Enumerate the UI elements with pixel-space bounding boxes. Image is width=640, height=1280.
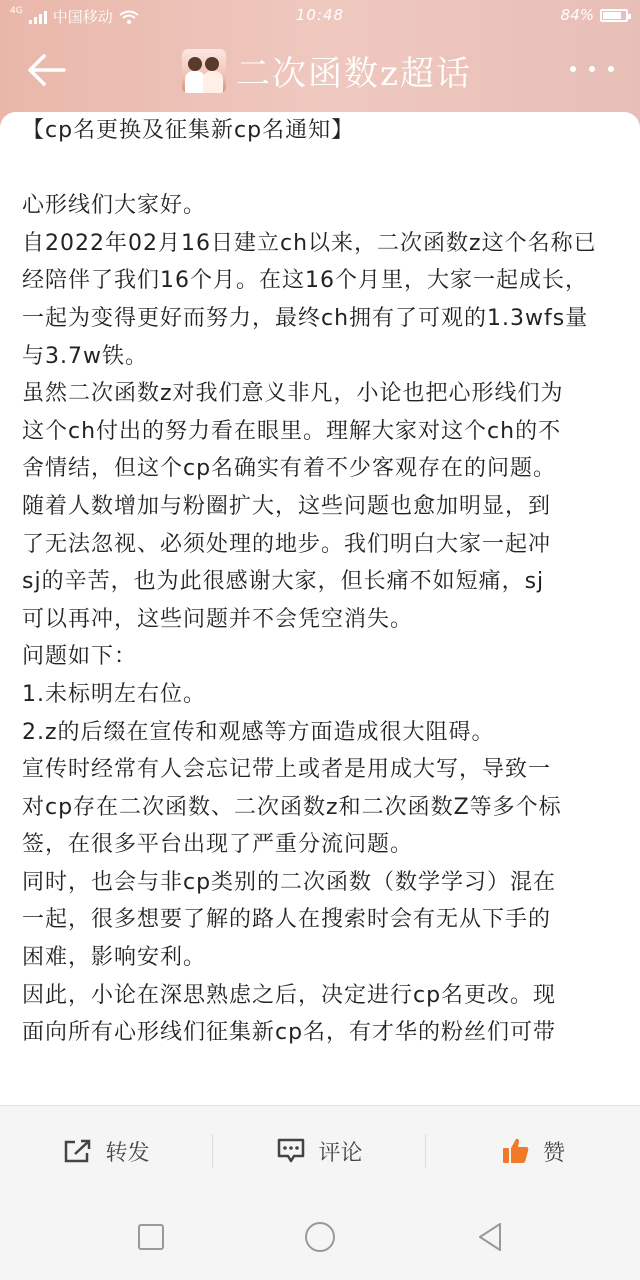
battery-percent: 84% (560, 6, 594, 24)
nav-bar (0, 38, 640, 102)
repost-button[interactable] (0, 1106, 213, 1196)
thumbs-up-icon (501, 1136, 531, 1166)
blank-line (22, 150, 616, 188)
post-content-panel (0, 112, 640, 1105)
repost-label: 转发 (105, 1140, 150, 1166)
post-line: 与3.7w铁。 (22, 343, 148, 369)
back-arrow-icon[interactable] (26, 52, 66, 88)
post-line: 一起为变得更好而努力，最终ch拥有了可观的1.3wfs量 (22, 305, 589, 331)
comment-icon (276, 1137, 306, 1165)
post-line: 2.z的后缀在宣传和观感等方面造成很大阻碍。 (22, 719, 495, 745)
post-line: 舍情结，但这个cp名确实有着不少客观存在的问题。 (22, 456, 557, 482)
post-line: 对cp存在二次函数、二次函数z和二次函数Z等多个标 (22, 794, 562, 820)
post-line: 【cp名更换及征集新cp名通知】 (22, 118, 355, 143)
post-line: 一起，很多想要了解的路人在搜索时会有无从下手的 (22, 907, 552, 933)
back-triangle-icon[interactable] (472, 1219, 508, 1255)
post-body (0, 112, 640, 1052)
carrier-label: 中国移动 (52, 8, 113, 26)
page-title: 二次函数z超话 (236, 54, 472, 94)
comment-label: 评论 (318, 1140, 363, 1166)
action-bar (0, 1105, 640, 1195)
post-line: 了无法忽视、必须处理的地步。我们明白大家一起冲 (22, 531, 552, 557)
like-button[interactable] (426, 1106, 640, 1196)
post-line: 面向所有心形线们征集新cp名，有才华的粉丝们可带 (22, 1020, 557, 1046)
supertopic-avatar (182, 49, 226, 93)
post-line: 问题如下： (22, 644, 138, 670)
post-line: sj的辛苦，也为此很感谢大家，但长痛不如短痛，sj (22, 569, 545, 595)
clock: 10:48 (295, 6, 345, 24)
post-line: 宣传时经常有人会忘记带上或者是用成大写，导致一 (22, 757, 552, 783)
post-line: 签，在很多平台出现了严重分流问题。 (22, 832, 414, 858)
home-icon[interactable] (302, 1219, 338, 1255)
post-line: 可以再冲，这些问题并不会凭空消失。 (22, 606, 414, 632)
post-line: 虽然二次函数z对我们意义非凡，小论也把心形线们为 (22, 381, 564, 407)
system-nav-bar (0, 1195, 640, 1280)
network-tag: 4G (10, 5, 23, 16)
recent-apps-icon[interactable] (133, 1219, 169, 1255)
post-line: 心形线们大家好。 (22, 193, 207, 219)
repost-icon (63, 1138, 93, 1164)
post-line: 这个ch付出的努力看在眼里。理解大家对这个ch的不 (22, 418, 562, 444)
battery-fill (603, 12, 621, 19)
comment-button[interactable] (213, 1106, 426, 1196)
post-line: 困难，影响安利。 (22, 945, 207, 971)
post-line: 1.未标明左右位。 (22, 681, 206, 707)
like-label: 赞 (542, 1140, 565, 1166)
post-line: 同时，也会与非cp类别的二次函数（数学学习）混在 (22, 869, 557, 895)
post-line: 随着人数增加与粉圈扩大，这些问题也愈加明显，到 (22, 493, 552, 519)
post-line: 自2022年02月16日建立ch以来，二次函数z这个名称已 (22, 230, 597, 256)
post-line: 经陪伴了我们16个月。在这16个月里，大家一起成长， (22, 268, 588, 294)
post-line: 因此，小论在深思熟虑之后，决定进行cp名更改。现 (22, 982, 557, 1008)
more-dots-icon[interactable] (570, 54, 614, 84)
status-bar (0, 0, 640, 30)
supertopic-title-group[interactable] (182, 46, 472, 95)
battery-icon (600, 9, 628, 22)
